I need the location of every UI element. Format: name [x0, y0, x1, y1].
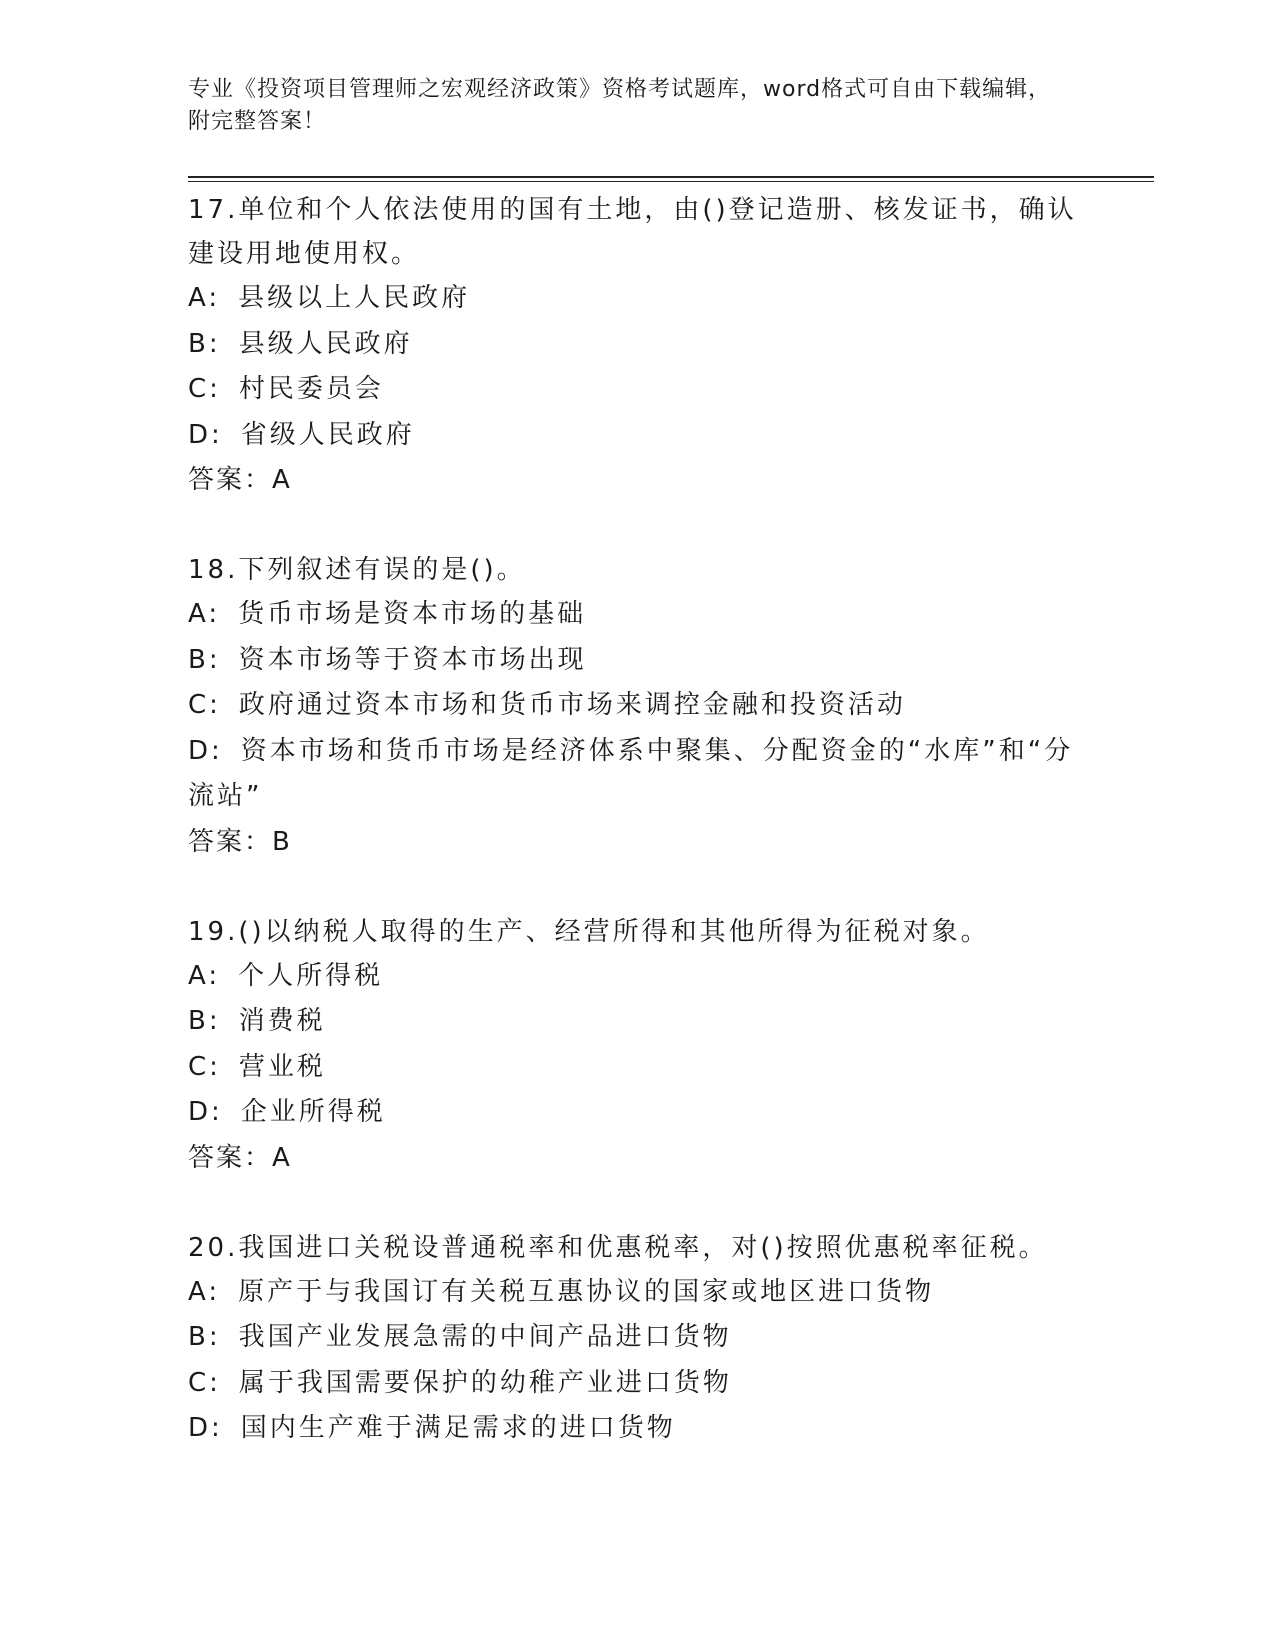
option-key: D:: [188, 1413, 223, 1443]
option-key: B:: [188, 1006, 221, 1036]
option-text: 营业税: [238, 1051, 326, 1082]
option-c: [188, 1361, 1088, 1407]
option-b: [188, 999, 1088, 1045]
header-rule-thin: [188, 181, 1154, 182]
option-key: D:: [188, 1097, 223, 1127]
option-c: [188, 1045, 1088, 1091]
option-text: 国内生产难于满足需求的进口货物: [240, 1413, 676, 1443]
answer: 答案：A: [188, 1142, 292, 1173]
answer: 答案：B: [188, 826, 292, 857]
option-d: [188, 1406, 1088, 1452]
option-a: [188, 276, 1088, 322]
option-d: [188, 413, 1088, 459]
option-text: 政府通过资本市场和货币市场来调控金融和投资活动: [238, 690, 906, 720]
option-text: 个人所得税: [238, 960, 384, 991]
header-rule-thick: [188, 176, 1154, 178]
option-key: B:: [188, 328, 221, 359]
option-key: C:: [188, 374, 221, 404]
question-17: [188, 188, 1088, 503]
option-key: D:: [188, 735, 223, 766]
option-key: C:: [188, 1051, 221, 1082]
option-b: [188, 1315, 1088, 1361]
option-key: C:: [188, 690, 221, 720]
option-key: A:: [188, 283, 221, 313]
question-19: [188, 910, 1088, 1181]
option-c: [188, 683, 1088, 729]
option-text: 货币市场是资本市场的基础: [238, 599, 587, 629]
option-key: A:: [188, 1276, 221, 1307]
option-a: [188, 954, 1088, 1000]
option-text: 省级人民政府: [240, 419, 415, 450]
question-18: [188, 548, 1088, 865]
option-text: 原产于与我国订有关税互惠协议的国家或地区进口货物: [238, 1276, 935, 1307]
option-key: D:: [188, 419, 223, 450]
document-header: 专业《投资项目管理师之宏观经济政策》资格考试题库，word格式可自由下载编辑，附完整答案！: [188, 77, 1052, 134]
answer: 答案：A: [188, 465, 292, 495]
question-text: 19.()以纳税人取得的生产、经营所得和其他所得为征税对象。: [188, 916, 990, 947]
option-text: 县级人民政府: [238, 328, 413, 359]
option-key: C:: [188, 1367, 221, 1398]
question-list: [188, 188, 1088, 1497]
option-text: 消费税: [238, 1006, 326, 1036]
option-text: 村民委员会: [238, 374, 384, 404]
option-a: [188, 1270, 1088, 1316]
option-b: [188, 638, 1088, 684]
option-text: 企业所得税: [240, 1097, 386, 1127]
option-key: A:: [188, 960, 221, 991]
option-c: [188, 367, 1088, 413]
option-key: A:: [188, 599, 221, 629]
question-20: [188, 1226, 1088, 1452]
option-text: 县级以上人民政府: [238, 283, 471, 313]
option-d: [188, 729, 1088, 820]
question-text: 20.我国进口关税设普通税率和优惠税率，对()按照优惠税率征税。: [188, 1232, 1048, 1263]
option-key: B:: [188, 1322, 221, 1352]
option-text: 我国产业发展急需的中间产品进口货物: [238, 1322, 732, 1352]
option-a: [188, 592, 1088, 638]
question-text: 17.单位和个人依法使用的国有土地，由()登记造册、核发证书，确认建设用地使用权。: [188, 195, 1077, 269]
question-text: 18.下列叙述有误的是()。: [188, 555, 526, 585]
option-text: 资本市场等于资本市场出现: [238, 644, 587, 675]
option-d: [188, 1090, 1088, 1136]
option-text: 资本市场和货币市场是经济体系中聚集、分配资金的“水库”和“分流站”: [188, 735, 1074, 811]
option-key: B:: [188, 644, 221, 675]
option-b: [188, 322, 1088, 368]
option-text: 属于我国需要保护的幼稚产业进口货物: [238, 1367, 732, 1398]
